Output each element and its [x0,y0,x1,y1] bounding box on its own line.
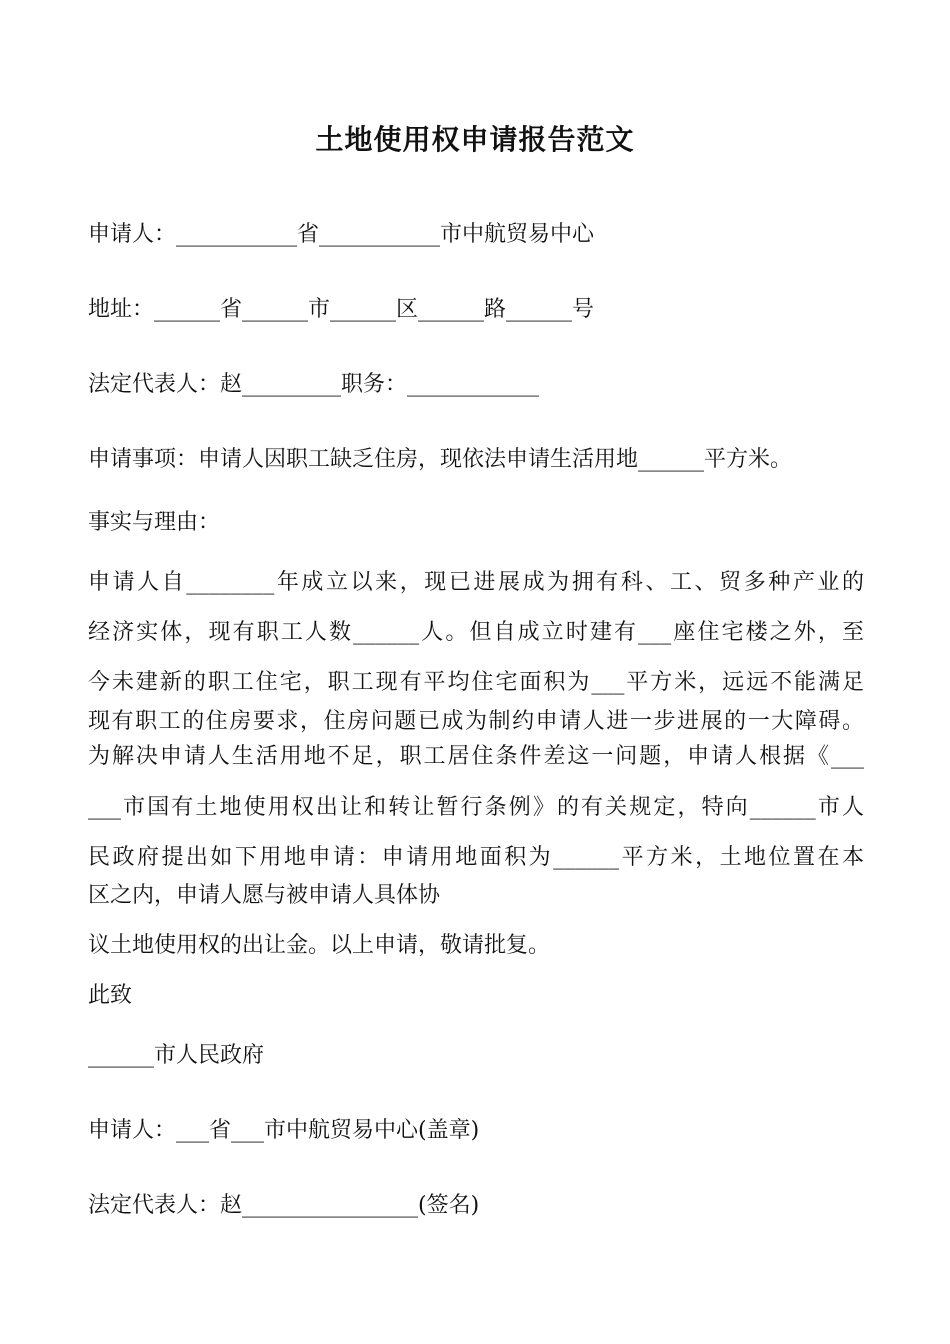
body-text-line: 今未建新的职工住宅，职工现有平均住宅面积为___平方米，远远不能满足 [88,670,864,695]
legal-rep-line: 法定代表人：赵_________职务：____________ [88,372,540,397]
applicant-line: 申请人：___________省___________市中航贸易中心 [88,222,595,247]
applicant-seal-line: 申请人：___省___市中航贸易中心(盖章) [88,1118,480,1143]
body-text-line: 民政府提出如下用地申请：申请用地面积为______平方米，土地位置在本 [88,845,864,870]
body-text-line: 现有职工的住房要求，住房问题已成为制约申请人进一步进展的一大障碍。 [88,709,864,734]
body-text-line: 议土地使用权的出让金。以上申请，敬请批复。 [88,933,551,958]
application-matter-line: 申请事项：申请人因职工缺乏住房，现依法申请生活用地______平方米。 [88,447,793,472]
body-text-line: ___市国有土地使用权出让和转让暂行条例》的有关规定，特向______市人 [88,795,864,820]
recipient-line: ______市人民政府 [88,1043,265,1068]
body-text-line: 申请人自________年成立以来，现已进展成为拥有科、工、贸多种产业的 [88,570,864,595]
address-line: 地址：______省______市______区______路______号 [88,297,595,322]
body-text-line: 区之内，申请人愿与被申请人具体协 [88,883,441,908]
body-text-line: 经济实体，现有职工人数______人。但自成立时建有___座住宅楼之外，至 [88,620,864,645]
page-title: 土地使用权申请报告范文 [315,123,635,156]
salutation: 此致 [88,983,133,1008]
legal-rep-signature-line: 法定代表人：赵________________(签名) [88,1193,480,1218]
body-text-line: 为解决申请人生活用地不足，职工居住条件差这一问题，申请人根据《___ [88,744,864,769]
facts-heading: 事实与理由： [88,510,221,535]
